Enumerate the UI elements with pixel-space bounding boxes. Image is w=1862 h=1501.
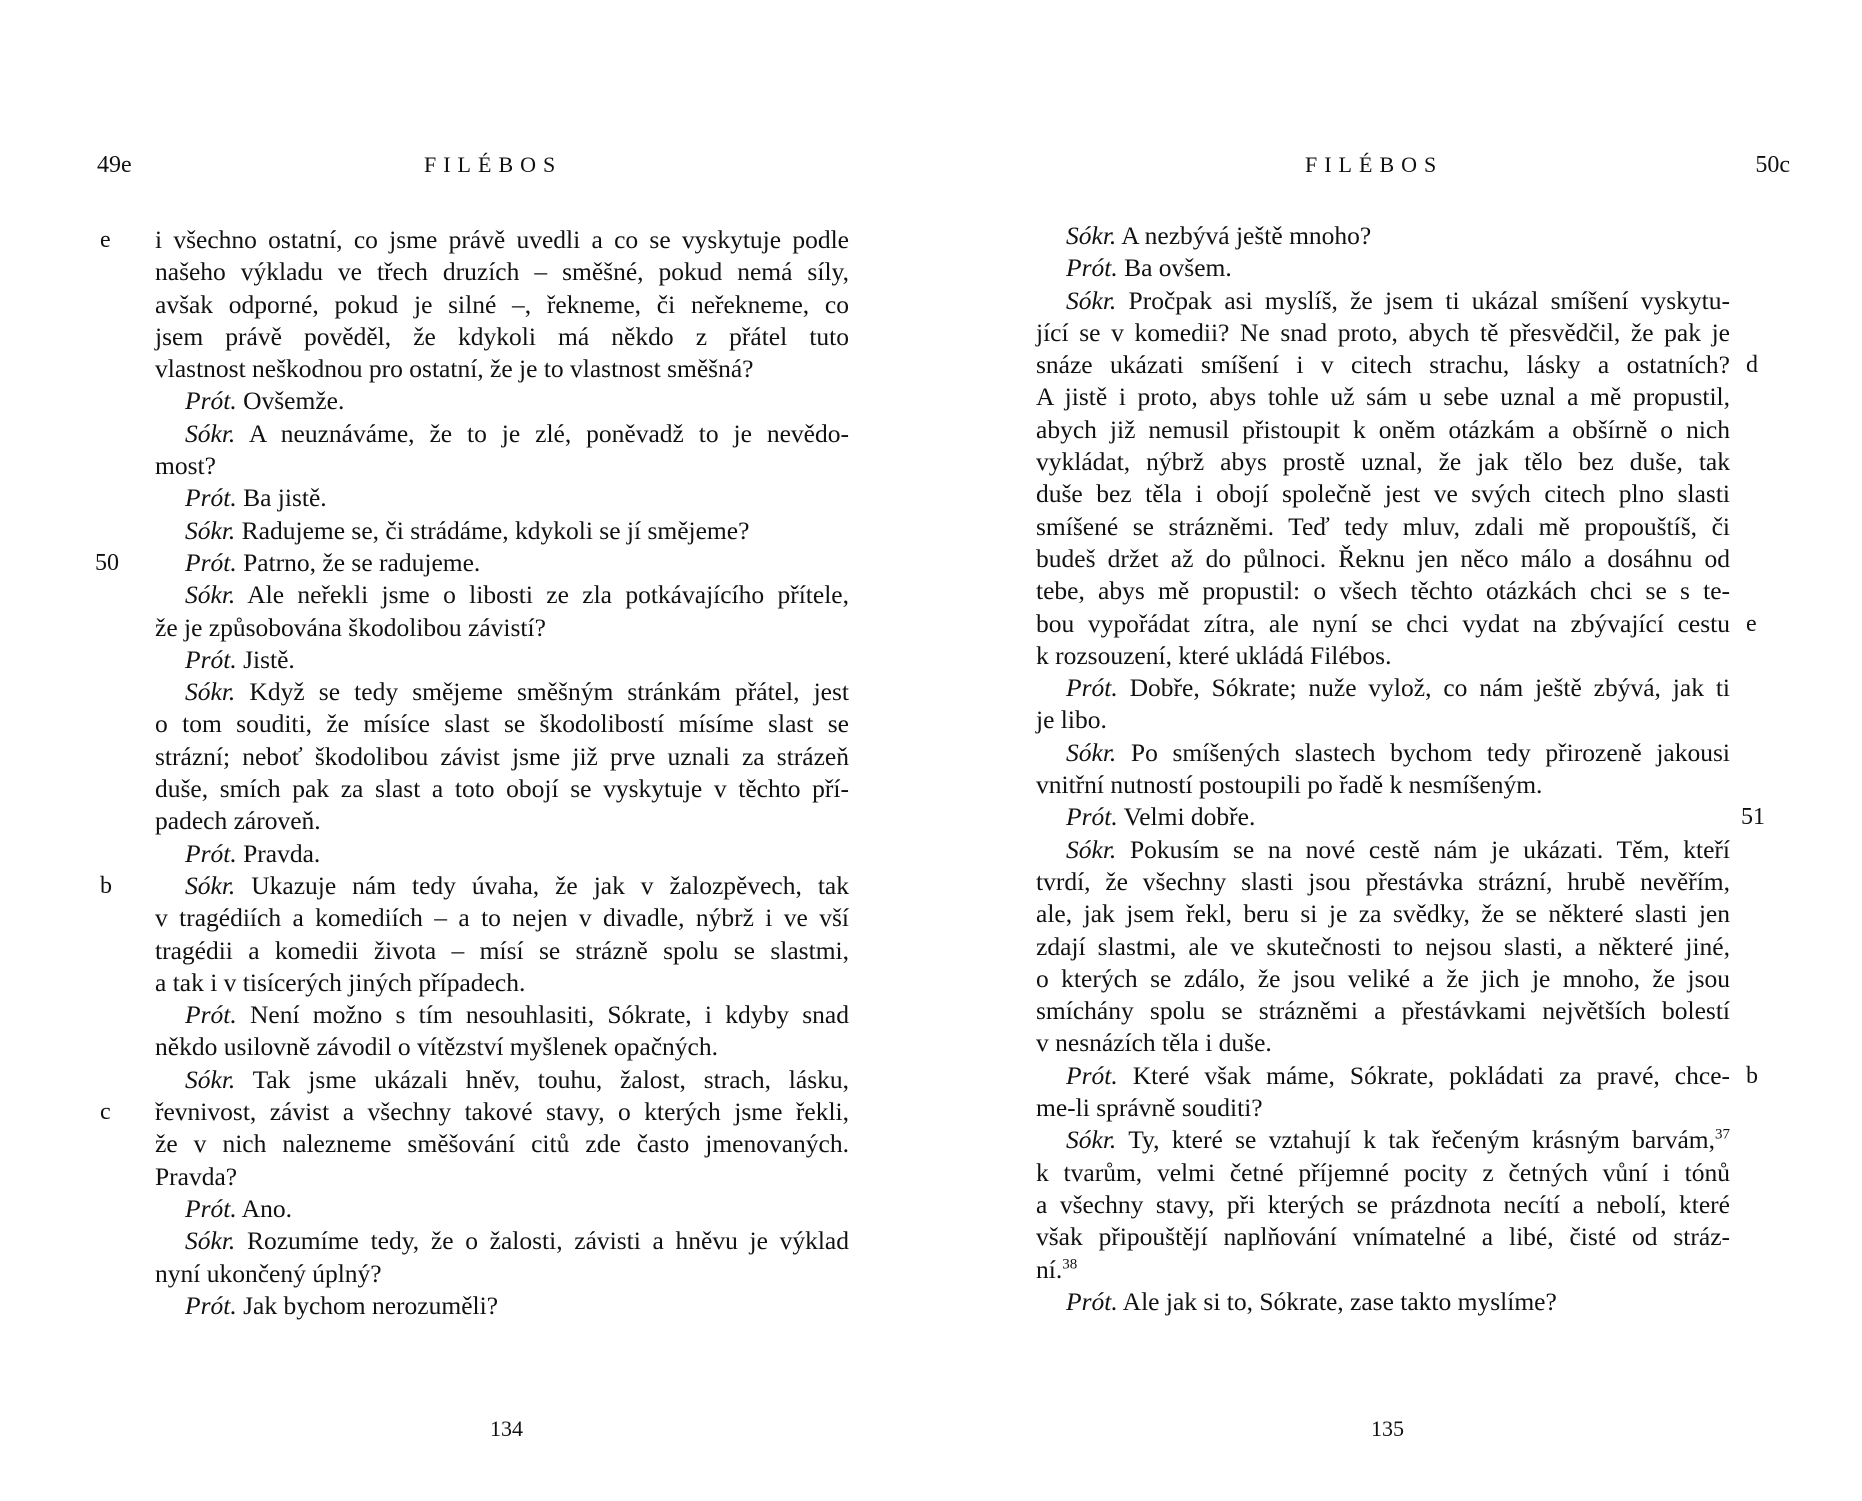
stephanus-reference: 49e (97, 152, 132, 178)
text-line (100, 224, 849, 256)
text-line (155, 708, 849, 740)
line-text: k rozsouzení, které ukládá Filébos. (1036, 640, 1392, 670)
margin-marker: c (100, 1099, 111, 1126)
speaker-label: Prót. (185, 483, 237, 513)
text-line (155, 1290, 849, 1322)
text-line (155, 1161, 849, 1193)
line-content (1036, 317, 1730, 349)
line-text: smíchány spolu se strázněmi a přestávkami největších bolestí (1036, 996, 1730, 1026)
speaker-label: Prót. (185, 838, 237, 868)
line-text: Patrno, že se radujeme. (236, 547, 481, 577)
text-line (1036, 1124, 1730, 1156)
margin-marker: 51 (1741, 804, 1765, 831)
text-line (100, 1096, 849, 1128)
line-content (185, 579, 849, 611)
line-text: Když se tedy smějeme směšným stránkám přátel, jest (235, 677, 849, 707)
line-text: Ale neřekli jsme o libosti ze zla potkávajícího přítele, (235, 580, 849, 610)
line-text: a všechny stavy, při kterých se prázdnota necítí a nebolí, které (1036, 1189, 1730, 1219)
text-line (155, 935, 849, 967)
line-content (155, 1161, 237, 1193)
line-content (155, 353, 753, 385)
line-content (185, 1290, 498, 1322)
line-text: Ovšemže. (236, 386, 345, 416)
line-text: padech zároveň. (155, 806, 321, 836)
line-content (1036, 381, 1730, 413)
line-text: nyní ukončený úplný? (155, 1258, 382, 1288)
line-text: Které však máme, Sókrate, pokládati za pravé, chce- (1117, 1060, 1730, 1090)
line-content (1036, 575, 1730, 607)
line-text: Ba ovšem. (1117, 253, 1232, 283)
line-content (1036, 349, 1730, 381)
text-line (155, 450, 849, 482)
speaker-label: Prót. (1066, 1060, 1118, 1090)
text-line (1036, 1189, 1730, 1221)
line-content (155, 450, 216, 482)
line-text: Není možno s tím nesouhlasiti, Sókrate, i kdyby snad (236, 1000, 849, 1030)
line-content (1036, 1157, 1730, 1189)
speaker-label: Prót. (1066, 802, 1118, 832)
speaker-label: Sókr. (185, 870, 236, 900)
line-text: vlastnost neškodnou pro ostatní, že je to vlastnost směšná? (155, 354, 754, 384)
stephanus-reference: 50c (1755, 152, 1790, 178)
line-content (185, 1064, 849, 1096)
line-text: bou vypořádat zítra, ale nyní se chci vydat na zbývající cestu (1036, 608, 1730, 638)
right-page (931, 0, 1862, 1501)
line-text: k tvarům, velmi četné příjemné pocity z četných vůní i tónů (1036, 1157, 1730, 1187)
line-text: však připouštějí naplňování vnímatelné a libé, čisté od stráz- (1036, 1222, 1730, 1252)
line-text: vnitřní nutností postoupili po řadě k nesmíšeným. (1036, 770, 1543, 800)
line-text: Dobře, Sókrate; nuže vylož, co nám ještě zbývá, jak ti (1117, 673, 1730, 703)
line-content (1066, 834, 1730, 866)
line-text: tvrdí, že všechny slasti jsou přestávka strázní, hrubě nevěřím, (1036, 866, 1730, 896)
speaker-label: Sókr. (185, 515, 236, 545)
line-text: Ty, které se vztahují k tak řečeným krásným barvám, (1116, 1125, 1715, 1155)
line-content (155, 1031, 718, 1063)
text-line (1036, 608, 1757, 640)
line-content (185, 644, 295, 676)
line-content (155, 256, 849, 288)
line-text: tragédii a komedii života – mísí se strázně spolu se slastmi, (155, 935, 849, 965)
text-line (155, 612, 849, 644)
text-line (1036, 1060, 1758, 1092)
text-line (155, 967, 849, 999)
text-line (1036, 1027, 1730, 1059)
line-content (155, 773, 849, 805)
line-text: budeš držet až do půlnoci. Řeknu jen něco málo a dosáhnu od (1036, 543, 1730, 573)
text-line (155, 1031, 849, 1063)
text-line (155, 773, 849, 805)
speaker-label: Sókr. (185, 1226, 236, 1256)
line-content (155, 321, 849, 353)
line-content (1036, 511, 1730, 543)
line-text: v tragédiích a komediích – a to nejen v divadle, nýbrž i ve vší (155, 903, 849, 933)
line-content (1066, 801, 1255, 833)
line-content (1066, 285, 1730, 317)
line-text: Pokusím se na nové cestě nám je ukázati. Těm, kteří (1116, 834, 1730, 864)
margin-marker: e (1746, 610, 1757, 637)
line-content (1036, 414, 1730, 446)
line-content (185, 482, 327, 514)
line-content (1036, 769, 1542, 801)
speaker-label: Sókr. (185, 580, 236, 610)
text-line (1036, 478, 1730, 510)
line-text: Jistě. (236, 644, 295, 674)
line-content (1066, 672, 1730, 704)
line-content (1066, 252, 1232, 284)
text-line (155, 353, 849, 385)
line-content (1036, 1254, 1077, 1286)
text-line (155, 999, 849, 1031)
line-text: Pravda. (236, 838, 321, 868)
line-text: duše bez těla i obojí společně jest ve svých citech plno slasti (1036, 479, 1730, 509)
text-line (155, 1128, 849, 1160)
line-content (1036, 704, 1107, 736)
line-content (1036, 446, 1730, 478)
speaker-label: Sókr. (1066, 1125, 1117, 1155)
text-line (155, 321, 849, 353)
text-line (155, 1193, 849, 1225)
text-line (1036, 640, 1730, 672)
line-text: Pročpak asi myslíš, že jsem ti ukázal smíšení vyskytu- (1116, 285, 1730, 315)
line-content (1066, 1060, 1730, 1092)
speaker-label: Sókr. (1066, 834, 1117, 864)
text-line (1036, 1286, 1730, 1318)
line-content (155, 805, 321, 837)
text-line (155, 902, 849, 934)
line-text: někdo usilovně závodil o vítězství myšlenek opačných. (155, 1032, 718, 1062)
line-text: Radujeme se, či strádáme, kdykoli se jí smějeme? (235, 515, 750, 545)
line-text: duše, smích pak za slast a toto obojí se vyskytuje v těchto pří- (155, 774, 849, 804)
line-content (185, 547, 480, 579)
line-content (155, 1258, 382, 1290)
line-content (1036, 1189, 1730, 1221)
line-text: o tom souditi, že mísíce slast se škodolibostí mísíme slast se (155, 709, 849, 739)
text-line (155, 1258, 849, 1290)
speaker-label: Sókr. (185, 677, 236, 707)
line-text: Tak jsme ukázali hněv, touhu, žalost, strach, lásku, (235, 1064, 849, 1094)
line-text: Ukazuje nám tedy úvaha, že jak v žalozpěvech, tak (235, 870, 849, 900)
line-content (155, 612, 546, 644)
margin-marker: b (1746, 1062, 1758, 1089)
text-line (1036, 995, 1730, 1027)
page-number: 135 (1371, 1416, 1404, 1441)
margin-marker: d (1746, 352, 1758, 379)
line-text: Ale jak si to, Sókrate, zase takto myslíme? (1117, 1286, 1557, 1316)
line-content (155, 741, 849, 773)
line-content (1036, 963, 1730, 995)
line-text: řevnivost, závist a všechny takové stavy, o kterých jsme řekli, (155, 1097, 849, 1127)
speaker-label: Prót. (1066, 1286, 1118, 1316)
line-content (185, 676, 849, 708)
text-line (155, 385, 849, 417)
margin-marker: e (100, 227, 111, 253)
line-content (155, 224, 849, 256)
text-line (1036, 963, 1730, 995)
footnote-reference[interactable]: 38 (1062, 1256, 1078, 1272)
margin-marker: b (100, 872, 112, 899)
line-content (185, 1225, 849, 1257)
line-text: snáze ukázati smíšení i v citech strachu, lásky a ostatních? (1036, 350, 1730, 380)
line-content (155, 935, 849, 967)
line-content (155, 902, 849, 934)
line-text: Jak bychom nerozuměli? (236, 1290, 499, 1320)
text-line (1036, 898, 1730, 930)
line-text: Ba jistě. (236, 483, 327, 513)
line-content (1036, 543, 1730, 575)
text-line (1036, 801, 1765, 833)
line-text: A neuznáváme, že to je zlé, poněvadž to je nevědo- (235, 418, 849, 448)
line-text: ale, jak jsem řekl, beru si je za svědky, že se některé slasti jen (1036, 899, 1730, 929)
text-line (155, 805, 849, 837)
text-line (155, 256, 849, 288)
line-content (1036, 1027, 1272, 1059)
line-content (185, 838, 320, 870)
text-line (155, 741, 849, 773)
text-line (1036, 704, 1730, 736)
line-text: me-li správně souditi? (1036, 1093, 1263, 1123)
line-text: Velmi dobře. (1117, 802, 1256, 832)
text-line (155, 1225, 849, 1257)
line-content (1036, 995, 1730, 1027)
speaker-label: Sókr. (1066, 737, 1117, 767)
line-text: jsem právě pověděl, že kdykoli má někdo z přátel tuto (155, 321, 849, 351)
line-content (155, 289, 849, 321)
text-line (1036, 575, 1730, 607)
line-content (1066, 1286, 1557, 1318)
text-line (1036, 1221, 1730, 1253)
text-line (95, 547, 849, 579)
text-line (1036, 446, 1730, 478)
line-text: jící se v komedii? Ne snad proto, abych tě přesvědčil, že pak je (1036, 317, 1730, 347)
text-line (1036, 1254, 1730, 1286)
line-content (155, 708, 849, 740)
line-content (1036, 931, 1730, 963)
line-text: našeho výkladu ve třech druzích – směšné, pokud nemá síly, (155, 257, 849, 287)
speaker-label: Sókr. (1066, 221, 1117, 250)
running-title: FILÉBOS (424, 152, 563, 177)
line-content (185, 418, 849, 450)
line-content (155, 1096, 849, 1128)
page-number: 134 (490, 1416, 523, 1441)
text-line (1036, 1157, 1730, 1189)
text-line (1036, 737, 1730, 769)
speaker-label: Prót. (185, 1290, 237, 1320)
line-content (1066, 737, 1730, 769)
text-line (155, 289, 849, 321)
text-line (1036, 511, 1730, 543)
speaker-label: Sókr. (185, 418, 236, 448)
line-text: tebe, abys mě propustil: o všech těchto otázkách chci se s te- (1036, 576, 1730, 606)
line-text: i všechno ostatní, co jsme právě uvedli a co se vyskytuje podle (155, 225, 849, 254)
text-line (1036, 285, 1730, 317)
text-line (1036, 834, 1730, 866)
line-content (185, 515, 749, 547)
line-text: abych již nemusil přistoupit k oněm otázkám a obšírně o nich (1036, 414, 1730, 444)
text-line (1036, 381, 1730, 413)
line-text: Po smíšených slastech bychom tedy přirozeně jakousi (1116, 737, 1730, 767)
text-line (155, 676, 849, 708)
line-content (1036, 640, 1391, 672)
text-line (1036, 1092, 1730, 1124)
footnote-reference[interactable]: 37 (1715, 1126, 1730, 1143)
line-content (185, 385, 344, 417)
line-text: A jistě i proto, abys tohle už sám u sebe uznal a mě propustil, (1036, 382, 1730, 412)
line-text: že v nich nalezneme směšování citů zde často jmenovaných. (155, 1129, 849, 1159)
line-content (1036, 478, 1730, 510)
line-content (1066, 220, 1371, 252)
speaker-label: Sókr. (1066, 285, 1117, 315)
line-content (155, 967, 525, 999)
line-content (185, 999, 849, 1031)
line-text: ní. (1036, 1254, 1063, 1284)
line-content (1036, 1221, 1730, 1253)
line-content (185, 1193, 292, 1225)
text-line (155, 418, 849, 450)
text-line (1036, 672, 1730, 704)
text-line (1036, 220, 1730, 252)
text-line (1036, 769, 1730, 801)
line-text: vykládat, nýbrž abys prostě uznal, že jak tělo bez duše, tak (1036, 447, 1730, 477)
text-line (155, 515, 849, 547)
line-content (155, 1128, 849, 1160)
text-line (1036, 931, 1730, 963)
text-line (1036, 317, 1730, 349)
line-text: Pravda? (155, 1161, 238, 1191)
line-text: Rozumíme tedy, že o žalosti, závisti a hněvu je výklad (235, 1226, 849, 1256)
text-line (100, 870, 849, 902)
speaker-label: Sókr. (185, 1064, 236, 1094)
text-line (155, 644, 849, 676)
text-line (1036, 543, 1730, 575)
line-text: a tak i v tisícerých jiných případech. (155, 967, 526, 997)
line-text: A nezbývá ještě mnoho? (1116, 221, 1372, 250)
text-line (155, 838, 849, 870)
text-line (155, 1064, 849, 1096)
line-text: o kterých se zdálo, že jsou veliké a že jich je mnoho, že jsou (1036, 963, 1730, 993)
line-text: most? (155, 451, 216, 481)
line-content (1066, 1124, 1730, 1156)
dialogue-text (95, 224, 849, 1322)
running-title: FILÉBOS (1305, 152, 1444, 177)
line-text: zdají slastmi, ale ve skutečnosti to nejsou slasti, a některé jiné, (1036, 931, 1730, 961)
line-content (1036, 1092, 1263, 1124)
speaker-label: Prót. (185, 1193, 237, 1223)
margin-marker: 50 (95, 549, 119, 576)
speaker-label: Prót. (185, 386, 237, 416)
line-content (1036, 866, 1730, 898)
speaker-label: Prót. (185, 644, 237, 674)
line-content (185, 870, 849, 902)
line-text: avšak odporné, pokud je silné –, řekneme, či neřekneme, co (155, 289, 849, 319)
line-text: Ano. (236, 1193, 292, 1223)
text-line (1036, 866, 1730, 898)
text-line (1036, 252, 1730, 284)
text-line (1036, 349, 1758, 381)
dialogue-text (1036, 220, 1765, 1318)
line-text: je libo. (1036, 705, 1107, 735)
line-text: smíšené se strázněmi. Teď tedy mluv, zdali mě propouštíš, či (1036, 511, 1730, 541)
line-text: v nesnázích těla i duše. (1036, 1028, 1272, 1058)
text-line (155, 482, 849, 514)
line-text: že je způsobována škodolibou závistí? (155, 612, 546, 642)
line-content (1036, 898, 1730, 930)
speaker-label: Prót. (1066, 253, 1118, 283)
text-line (1036, 414, 1730, 446)
text-line (155, 579, 849, 611)
line-content (1036, 608, 1730, 640)
speaker-label: Prót. (1066, 673, 1118, 703)
speaker-label: Prót. (185, 547, 237, 577)
speaker-label: Prót. (185, 1000, 237, 1030)
line-text: strázní; neboť škodolibou závist jsme již prve uznali za strázeň (155, 741, 849, 771)
